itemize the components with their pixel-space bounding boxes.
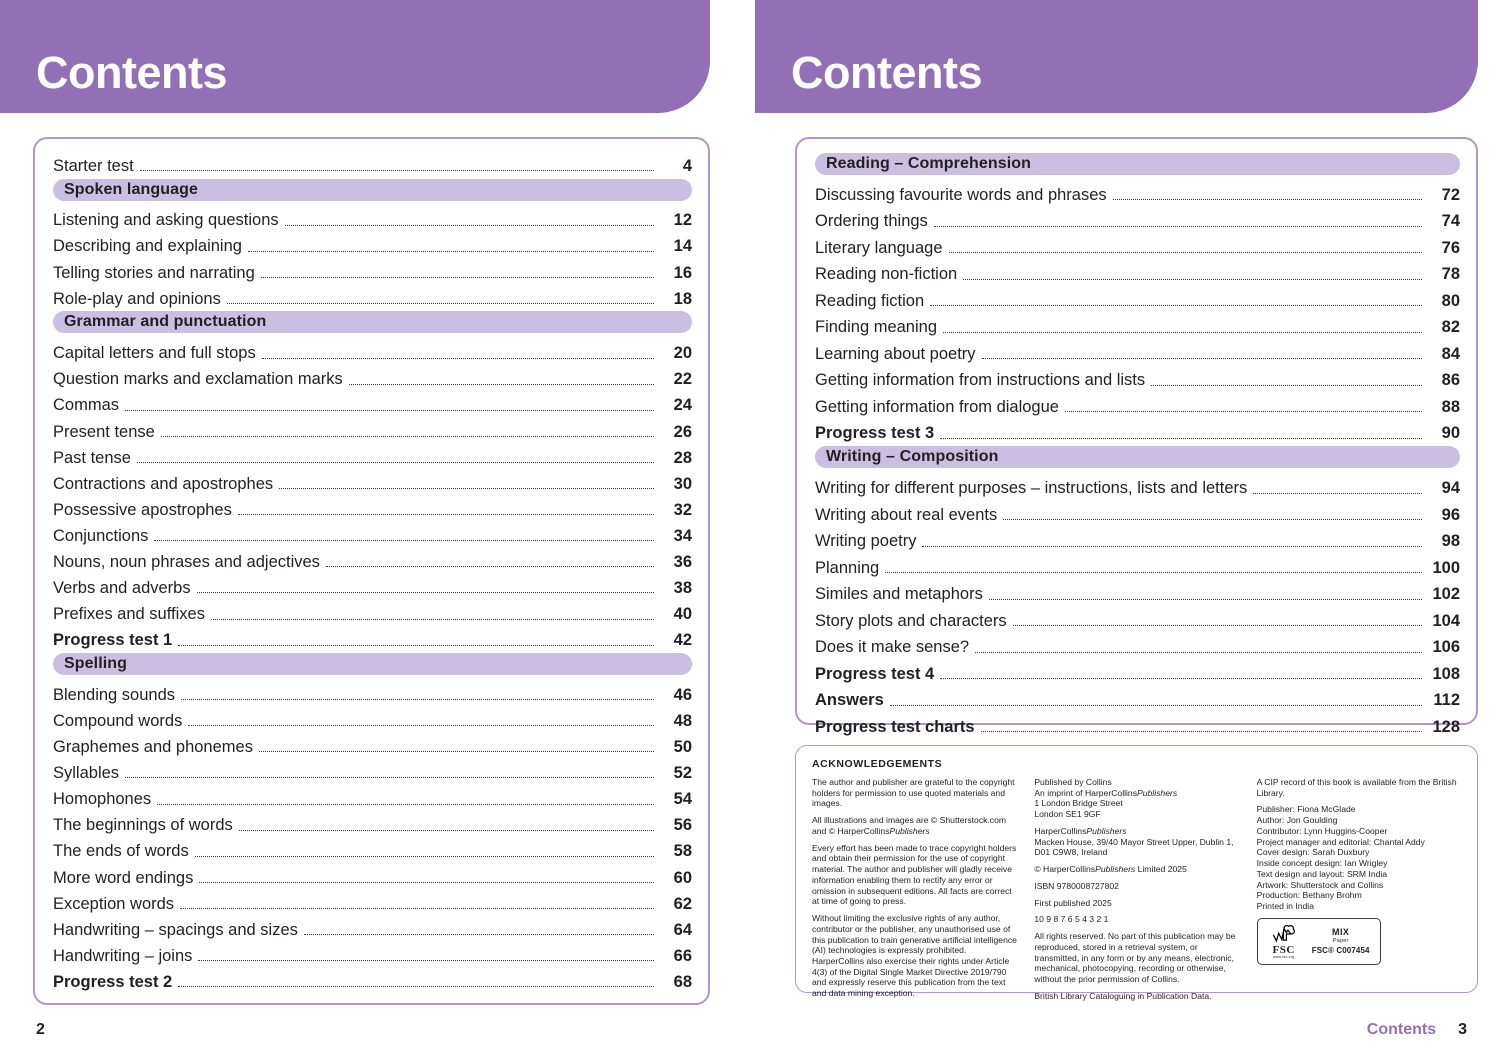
toc-dot-leader [154,539,654,541]
toc-entry-label: Getting information from instructions and lists [815,371,1146,390]
toc-entry-label: Contractions and apostrophes [53,474,274,493]
toc-entry[interactable] [53,939,692,965]
fsc-details [1306,927,1376,955]
fsc-mix-label: MIX [1332,927,1350,938]
toc-entry-page-number: 32 [673,500,692,519]
toc-entry[interactable] [53,756,692,782]
acknowledgements-column-1 [812,777,1018,1007]
toc-entry-page-number: 66 [673,946,692,965]
toc-dot-leader [188,724,654,726]
toc-entry-label: Story plots and characters [815,611,1007,630]
toc-entry[interactable] [53,149,692,175]
toc-entry[interactable] [815,284,1460,311]
toc-entry-label: Role-play and opinions [53,289,221,308]
toc-dot-leader [285,224,654,226]
toc-dot-leader [227,302,654,304]
toc-entry[interactable] [53,467,692,493]
toc-entry-page-number: 104 [1432,611,1460,630]
toc-dot-leader [304,933,654,935]
toc-entry-page-number: 60 [673,868,692,887]
toc-entry-label: Progress test 4 [815,664,935,683]
toc-dot-leader [262,357,654,359]
toc-dot-leader [885,571,1422,573]
toc-entry-page-number: 30 [673,474,692,493]
fsc-url: www.fsc.org [1272,954,1295,959]
toc-dot-leader [197,591,654,593]
toc-dot-leader [178,985,654,987]
toc-dot-leader [259,750,654,752]
right-folio [1367,1021,1467,1039]
right-folio-label: Contents [1366,1021,1437,1038]
toc-entry-page-number: 78 [1441,265,1460,284]
toc-entry-page-number: 64 [673,920,692,939]
toc-entry-label: Answers [815,691,884,710]
toc-entry-label: Commas [53,396,120,415]
toc-entry-label: Past tense [53,448,131,467]
fsc-wordmark: FSC [1272,943,1295,956]
toc-dot-leader [934,225,1422,227]
toc-entry-label: Progress test 2 [53,972,173,991]
toc-entry-label: Prefixes and suffixes [53,605,205,624]
toc-entry[interactable] [53,730,692,756]
toc-entry[interactable] [815,604,1460,631]
toc-entry[interactable] [53,965,692,991]
toc-entry-label: The beginnings of words [53,816,233,835]
toc-entry-page-number: 40 [673,605,692,624]
toc-dot-leader [125,409,654,411]
toc-entry[interactable] [53,678,692,704]
right-page [750,0,1500,1061]
toc-entry[interactable] [53,913,692,939]
toc-entry-label: Nouns, noun phrases and adjectives [53,553,320,571]
acknowledgements-heading: ACKNOWLEDGEMENTS [812,758,943,770]
acknowledgements-paragraph: Without limiting the exclusive rights of any author, contributor or the publisher, any unauthorised use of this publication to train generative artificial intelligence (AI) technologies is expressly prohibited. HarperCollins also exercise their rights under Article 4(3) of the Digital Single Market Directive 2019/790 and expressly reserve this publication from the text and data mining exception. [812,913,1017,999]
toc-dot-leader [199,881,654,883]
toc-entry-page-number: 48 [673,711,692,730]
toc-entry[interactable] [53,336,692,362]
toc-entry[interactable] [815,551,1460,578]
toc-section-header: Reading – Comprehension [815,153,1460,175]
fsc-logo [1262,924,1306,960]
acknowledgements-paragraph: ISBN 9780008727802 [1034,880,1119,891]
toc-entry-label: Verbs and adverbs [53,579,191,598]
toc-entry-page-number: 72 [1441,185,1460,204]
toc-entry-label: More word endings [53,868,194,887]
page-title: Contents [791,47,982,98]
toc-entry-label: Question marks and exclamation marks [53,370,343,389]
toc-entry[interactable] [815,363,1460,390]
toc-entry-page-number: 84 [1441,344,1460,363]
toc-section-header: Spelling [53,653,692,675]
toc-entry-page-number: 80 [1441,291,1460,310]
toc-entry-page-number: 106 [1432,638,1460,657]
toc-entry[interactable] [53,282,692,308]
toc-dot-leader [940,437,1422,439]
toc-entry-page-number: 22 [673,370,692,389]
fsc-paper-label: Paper [1332,937,1349,944]
toc-entry-label: Writing about real events [815,505,998,524]
right-page-header-banner [755,0,1478,113]
left-folio: 2 [36,1021,45,1038]
toc-entry-label: Possessive apostrophes [53,500,232,519]
toc-entry-label: Discussing favourite words and phrases [815,185,1107,204]
toc-dot-leader [137,461,654,463]
toc-dot-leader [1065,410,1422,412]
toc-dot-leader [157,803,654,805]
toc-entry-label: Ordering things [815,212,928,231]
toc-entry-label: Reading fiction [815,291,925,310]
toc-dot-leader [140,169,654,171]
toc-entry-label: Syllables [53,764,120,783]
toc-entry-label: Reading non-fiction [815,265,958,284]
toc-entry-label: Writing poetry [815,532,917,551]
page-title: Contents [36,47,227,98]
toc-entry-page-number: 112 [1433,691,1460,710]
toc-entry-label: Handwriting – spacings and sizes [53,920,298,939]
toc-entry-page-number: 16 [673,263,692,282]
fsc-tree-icon [1271,924,1297,944]
toc-entry[interactable] [53,415,692,441]
toc-entry-label: Progress test charts [815,717,975,736]
toc-entry[interactable] [53,256,692,282]
toc-entry-page-number: 98 [1441,532,1460,551]
toc-entry-label: Describing and explaining [53,237,242,256]
toc-dot-leader [195,855,654,857]
toc-dot-leader [349,383,654,385]
toc-section-header: Grammar and punctuation [53,311,692,333]
toc-entry-label: Homophones [53,790,152,809]
acknowledgements-paragraph: 10 9 8 7 6 5 4 3 2 1 [1034,914,1109,925]
toc-entry-page-number: 42 [673,631,692,650]
toc-entry[interactable] [53,624,692,650]
toc-entry-label: Conjunctions [53,526,149,545]
right-contents-list [795,137,1478,736]
toc-dot-leader [922,545,1422,547]
toc-dot-leader [943,331,1422,333]
toc-entry-page-number: 90 [1441,424,1460,443]
toc-dot-leader [930,304,1422,306]
toc-entry-page-number: 14 [673,237,692,256]
toc-entry-page-number: 36 [673,553,692,571]
toc-dot-leader [161,435,654,437]
toc-entry-page-number: 96 [1441,505,1460,524]
toc-entry[interactable] [815,710,1460,737]
toc-dot-leader [1151,384,1422,386]
toc-entry-page-number: 82 [1441,318,1460,337]
acknowledgements-columns [812,777,1463,1007]
right-folio-number: 3 [1458,1021,1467,1038]
acknowledgements-paragraph: Published by Collins An imprint of HarperCollinsPublishers 1 London Bridge Street London SE1 9GF [1034,777,1178,820]
toc-entry-page-number: 108 [1432,664,1460,683]
toc-entry-page-number: 74 [1441,212,1460,231]
toc-entry-label: Compound words [53,711,183,730]
toc-entry-page-number: 54 [673,790,692,809]
toc-entry[interactable] [53,519,692,545]
toc-entry-page-number: 38 [673,579,692,598]
toc-entry-page-number: 102 [1432,585,1460,604]
toc-entry[interactable] [53,493,692,519]
toc-entry-label: Starter test [53,156,134,175]
toc-entry[interactable] [53,441,692,467]
toc-entry[interactable] [53,809,692,835]
toc-entry[interactable] [815,231,1460,258]
toc-dot-leader [949,251,1422,253]
acknowledgements-column-3 [1257,777,1463,1007]
toc-entry-label: Blending sounds [53,685,176,704]
toc-dot-leader [239,829,654,831]
toc-entry-page-number: 4 [682,156,692,175]
toc-entry-label: Progress test 3 [815,424,935,443]
toc-dot-leader [975,651,1422,653]
toc-entry[interactable] [815,257,1460,284]
toc-entry[interactable] [815,471,1460,498]
toc-dot-leader [125,776,654,778]
toc-entry-page-number: 52 [673,764,692,783]
toc-entry-label: Listening and asking questions [53,211,279,230]
toc-dot-leader [1013,624,1422,626]
toc-entry-page-number: 100 [1432,558,1460,577]
toc-entry-page-number: 34 [673,526,692,545]
toc-entry-label: Finding meaning [815,318,937,337]
toc-dot-leader [1003,518,1422,520]
acknowledgements-paragraph: Publisher: Fiona McGlade Author: Jon Goulding Contributor: Lynn Huggins-Cooper Project manager and editorial: Chantal Addy Cover design: Sarah Duxbury Inside concept design: Ian Wrigley Text design and layout: SRM India Artwork: Shutterstock and Collins Production: Bethany Brohm Printed in India [1256,804,1425,912]
toc-entry-label: Learning about poetry [815,344,976,363]
toc-entry[interactable] [53,782,692,808]
toc-dot-leader [178,644,654,646]
toc-entry[interactable] [815,204,1460,231]
acknowledgements-paragraph: © HarperCollinsPublishers Limited 2025 [1034,864,1187,875]
toc-section-header: Writing – Composition [815,446,1460,468]
toc-entry-label: Exception words [53,894,175,913]
toc-entry-page-number: 20 [673,344,692,363]
fsc-licence-code: FSC® C007454 [1311,946,1370,956]
toc-entry-page-number: 68 [673,972,692,991]
toc-entry-page-number: 26 [673,422,692,441]
toc-dot-leader [982,357,1422,359]
toc-dot-leader [248,250,654,252]
toc-entry[interactable] [815,577,1460,604]
toc-dot-leader [981,730,1422,732]
toc-entry[interactable] [53,230,692,256]
toc-entry[interactable] [815,657,1460,684]
toc-entry-label: Graphemes and phonemes [53,738,253,757]
acknowledgements-paragraph: First published 2025 [1034,897,1112,908]
acknowledgements-paragraph: All rights reserved. No part of this publication may be reproduced, stored in a retrieval system, or transmitted, in any form or by any means, electronic, mechanical, photocopying, recording or otherwise, without the prior permission of Collins. [1034,931,1236,985]
toc-entry-page-number: 12 [673,211,692,230]
toc-entry[interactable] [53,597,692,623]
toc-entry-label: Handwriting – joins [53,946,193,965]
toc-section-header: Spoken language [53,179,692,201]
toc-entry-page-number: 128 [1432,717,1460,736]
toc-entry[interactable] [53,887,692,913]
toc-entry-page-number: 62 [673,894,692,913]
toc-entry-page-number: 94 [1441,479,1460,498]
toc-entry[interactable] [53,571,692,597]
left-contents-list [33,137,710,1005]
toc-entry[interactable] [53,545,692,571]
toc-dot-leader [963,278,1422,280]
toc-dot-leader [1253,492,1422,494]
toc-entry-label: Getting information from dialogue [815,397,1059,416]
acknowledgements-paragraph: All illustrations and images are © Shutterstock.com and © HarperCollinsPublishers [812,815,1007,836]
toc-entry-page-number: 86 [1441,371,1460,390]
toc-entry-label: Progress test 1 [53,631,173,650]
toc-dot-leader [1113,198,1422,200]
toc-entry[interactable] [53,861,692,887]
toc-dot-leader [211,618,654,620]
toc-entry[interactable] [53,204,692,230]
toc-dot-leader [940,677,1422,679]
fsc-certification-badge [1257,918,1381,965]
toc-entry-label: Writing for different purposes – instructions, lists and letters [815,479,1248,498]
toc-entry[interactable] [815,524,1460,551]
toc-entry[interactable] [815,630,1460,657]
toc-entry-label: Similes and metaphors [815,585,983,604]
toc-entry-page-number: 18 [673,289,692,308]
left-page-header-banner [0,0,710,113]
toc-entry-label: Does it make sense? [815,638,970,657]
toc-entry[interactable] [815,683,1460,710]
toc-entry-page-number: 28 [673,448,692,467]
toc-dot-leader [238,513,654,515]
toc-dot-leader [261,276,654,278]
toc-dot-leader [890,704,1422,706]
toc-entry[interactable] [53,389,692,415]
toc-entry-page-number: 58 [673,842,692,861]
toc-dot-leader [989,598,1422,600]
toc-entry-label: Literary language [815,238,943,257]
toc-entry[interactable] [815,498,1460,525]
toc-entry[interactable] [53,704,692,730]
toc-entry[interactable] [815,337,1460,364]
toc-entry[interactable] [815,416,1460,443]
toc-entry-label: Capital letters and full stops [53,344,256,363]
acknowledgements-paragraph: The author and publisher are grateful to the copyright holders for permission to use quoted materials and images. [812,777,1015,809]
toc-dot-leader [198,959,654,961]
acknowledgements-panel [795,745,1478,1001]
toc-entry-page-number: 50 [673,738,692,757]
toc-entry-label: Present tense [53,422,155,441]
acknowledgements-column-2 [1034,777,1240,1007]
acknowledgements-paragraph: British Library Cataloguing in Publication Data. [1034,990,1212,1001]
toc-dot-leader [326,565,654,567]
toc-entry-page-number: 56 [673,816,692,835]
toc-entry[interactable] [53,363,692,389]
acknowledgements-paragraph: Every effort has been made to trace copyright holders and obtain their permission for the use of copyright material. The author and publisher will gladly receive information enabling them to rectify any error or omission in subsequent editions. All facts are correct at time of going to press. [812,842,1017,907]
toc-dot-leader [180,907,654,909]
toc-dot-leader [181,698,654,700]
acknowledgements-paragraph: A CIP record of this book is available from the British Library. [1256,777,1457,798]
toc-entry[interactable] [815,178,1460,205]
toc-entry-page-number: 24 [673,396,692,415]
toc-entry-label: Telling stories and narrating [53,263,255,282]
toc-entry-label: The ends of words [53,842,189,861]
toc-entry[interactable] [53,835,692,861]
toc-entry-label: Planning [815,558,880,577]
toc-entry[interactable] [815,310,1460,337]
toc-entry-page-number: 46 [673,685,692,704]
toc-dot-leader [279,487,654,489]
toc-entry-page-number: 76 [1441,238,1460,257]
toc-entry[interactable] [815,390,1460,417]
acknowledgements-paragraph: HarperCollinsPublishers Macken House, 39/40 Mayor Street Upper, Dublin 1, D01 C9W8, Ireland [1034,825,1234,858]
toc-entry-page-number: 88 [1441,397,1460,416]
